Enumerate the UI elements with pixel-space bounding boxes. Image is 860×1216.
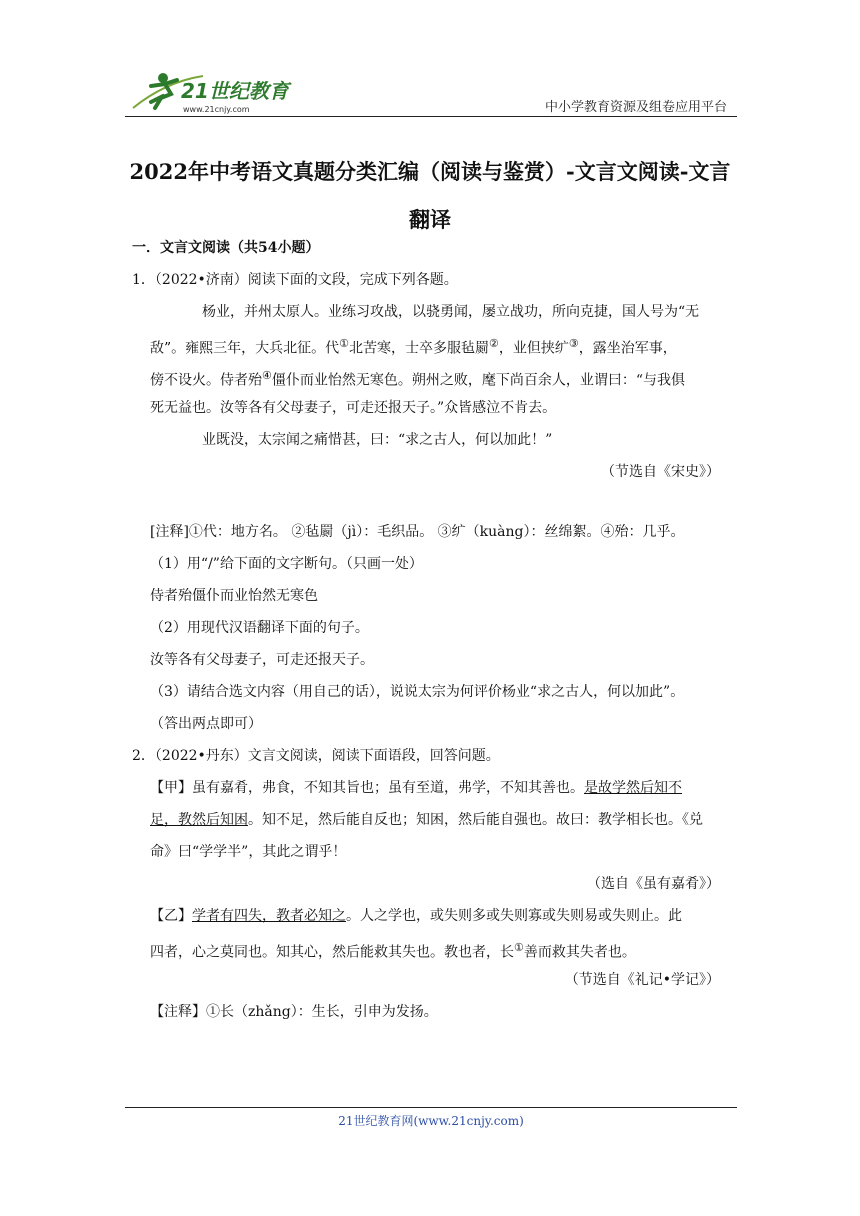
q1-subquestion-3-note: （答出两点即可） [150, 716, 262, 732]
logo-21cnjy [125, 68, 295, 118]
q1-passage-line: 敌”。雍熙三年，大兵北征。代①北苦寒，士卒多服毡罽②，业但挟纩③，露坐治军事， [150, 337, 677, 357]
q2-stem: 2．（2022•丹东）文言文阅读，阅读下面语段，回答问题。 [132, 748, 500, 764]
logo-url: www.21cnjy.com [183, 105, 250, 114]
note-mark: ① [339, 337, 350, 350]
page-title [110, 148, 750, 244]
note-mark: ② [489, 337, 499, 350]
q1-stem: 1．（2022•济南）阅读下面的文段，完成下列各题。 [132, 272, 458, 288]
q1-passage-line: 死无益也。汝等各有父母妻子，可走还报天子。”众皆感泣不肯去。 [150, 400, 557, 416]
q1-passage-line: 杨业，并州太原人。业练习攻战，以骁勇闻，屡立战功，所向克捷，国人号为“无 [202, 304, 700, 320]
note-mark: ④ [262, 369, 272, 382]
header-platform-text: 中小学教育资源及组卷应用平台 [544, 100, 727, 115]
q2-yi-source: （节选自《礼记•学记》） [564, 972, 720, 988]
q1-note: [注释]①代：地方名。 ②毡罽（jì）：毛织品。 ③纩（kuàng）：丝绵絮。④殆：几乎。 [150, 524, 685, 540]
q2-jia-line: 【甲】虽有嘉肴，弗食，不知其旨也；虽有至道，弗学，不知其善也。是故学然后知不 [150, 780, 682, 796]
note-mark: ① [514, 941, 524, 954]
logo-text: 21世纪教育 [181, 79, 289, 103]
underlined-sentence: 学者有四失，教者必知之 [192, 908, 346, 924]
q1-subquestion-2: （2）用现代汉语翻译下面的句子。 [150, 620, 369, 636]
q2-jia-line: 足，教然后知困。知不足，然后能自反也；知困，然后能自强也。故曰：教学相长也。《兑 [150, 812, 703, 828]
title-line-2: 翻译 [409, 207, 451, 232]
footer-link[interactable]: 21世纪教育网(www.21cnjy.com) [338, 1114, 524, 1128]
q1-subquestion-1: （1）用“/”给下面的文字断句。（只画一处） [150, 556, 423, 572]
underlined-sentence: 足，教然后知困 [150, 812, 248, 828]
q1-passage-line: 业既没，太宗闻之痛惜甚，曰：“求之古人，何以加此！” [202, 432, 553, 448]
q1-subquestion-2-text: 汝等各有父母妻子，可走还报天子。 [150, 652, 374, 668]
title-line-1: 2022年中考语文真题分类汇编（阅读与鉴赏）-文言文阅读-文言 [129, 159, 731, 184]
q2-jia-line: 命》曰“学学半”，其此之谓乎！ [150, 844, 347, 860]
q1-passage-line: 傍不设火。侍者殆④僵仆而业怡然无寒色。朔州之败，麾下尚百余人，业谓曰：“与我俱 [150, 369, 686, 389]
underlined-sentence: 是故学然后知不 [584, 780, 682, 796]
q2-jia-source: （选自《虽有嘉肴》） [587, 876, 720, 892]
q2-yi-line: 【乙】学者有四失，教者必知之。人之学也，或失则多或失则寡或失则易或失则止。此 [150, 908, 682, 924]
q1-subquestion-3: （3）请结合选文内容（用自己的话），说说太宗为何评价杨业“求之古人，何以加此”。 [150, 684, 685, 700]
page-header [125, 68, 737, 118]
q2-yi-line: 四者，心之莫同也。知其心，然后能救其失也。教也者，长①善而救其失者也。 [150, 941, 636, 961]
header-divider [125, 116, 737, 117]
note-mark: ③ [568, 337, 579, 350]
document-body [132, 232, 732, 1028]
q2-note: 【注释】①长（zhǎng）：生长，引申为发扬。 [150, 1004, 438, 1020]
q1-subquestion-1-text: 侍者殆僵仆而业怡然无寒色 [150, 588, 318, 604]
q2-yi-label: 【乙】 [150, 908, 192, 924]
q1-source: （节选自《宋史》） [601, 464, 720, 480]
footer-divider [125, 1107, 737, 1108]
section-heading: 一．文言文阅读（共54小题） [132, 240, 320, 256]
q2-jia-label: 【甲】 [150, 780, 192, 796]
